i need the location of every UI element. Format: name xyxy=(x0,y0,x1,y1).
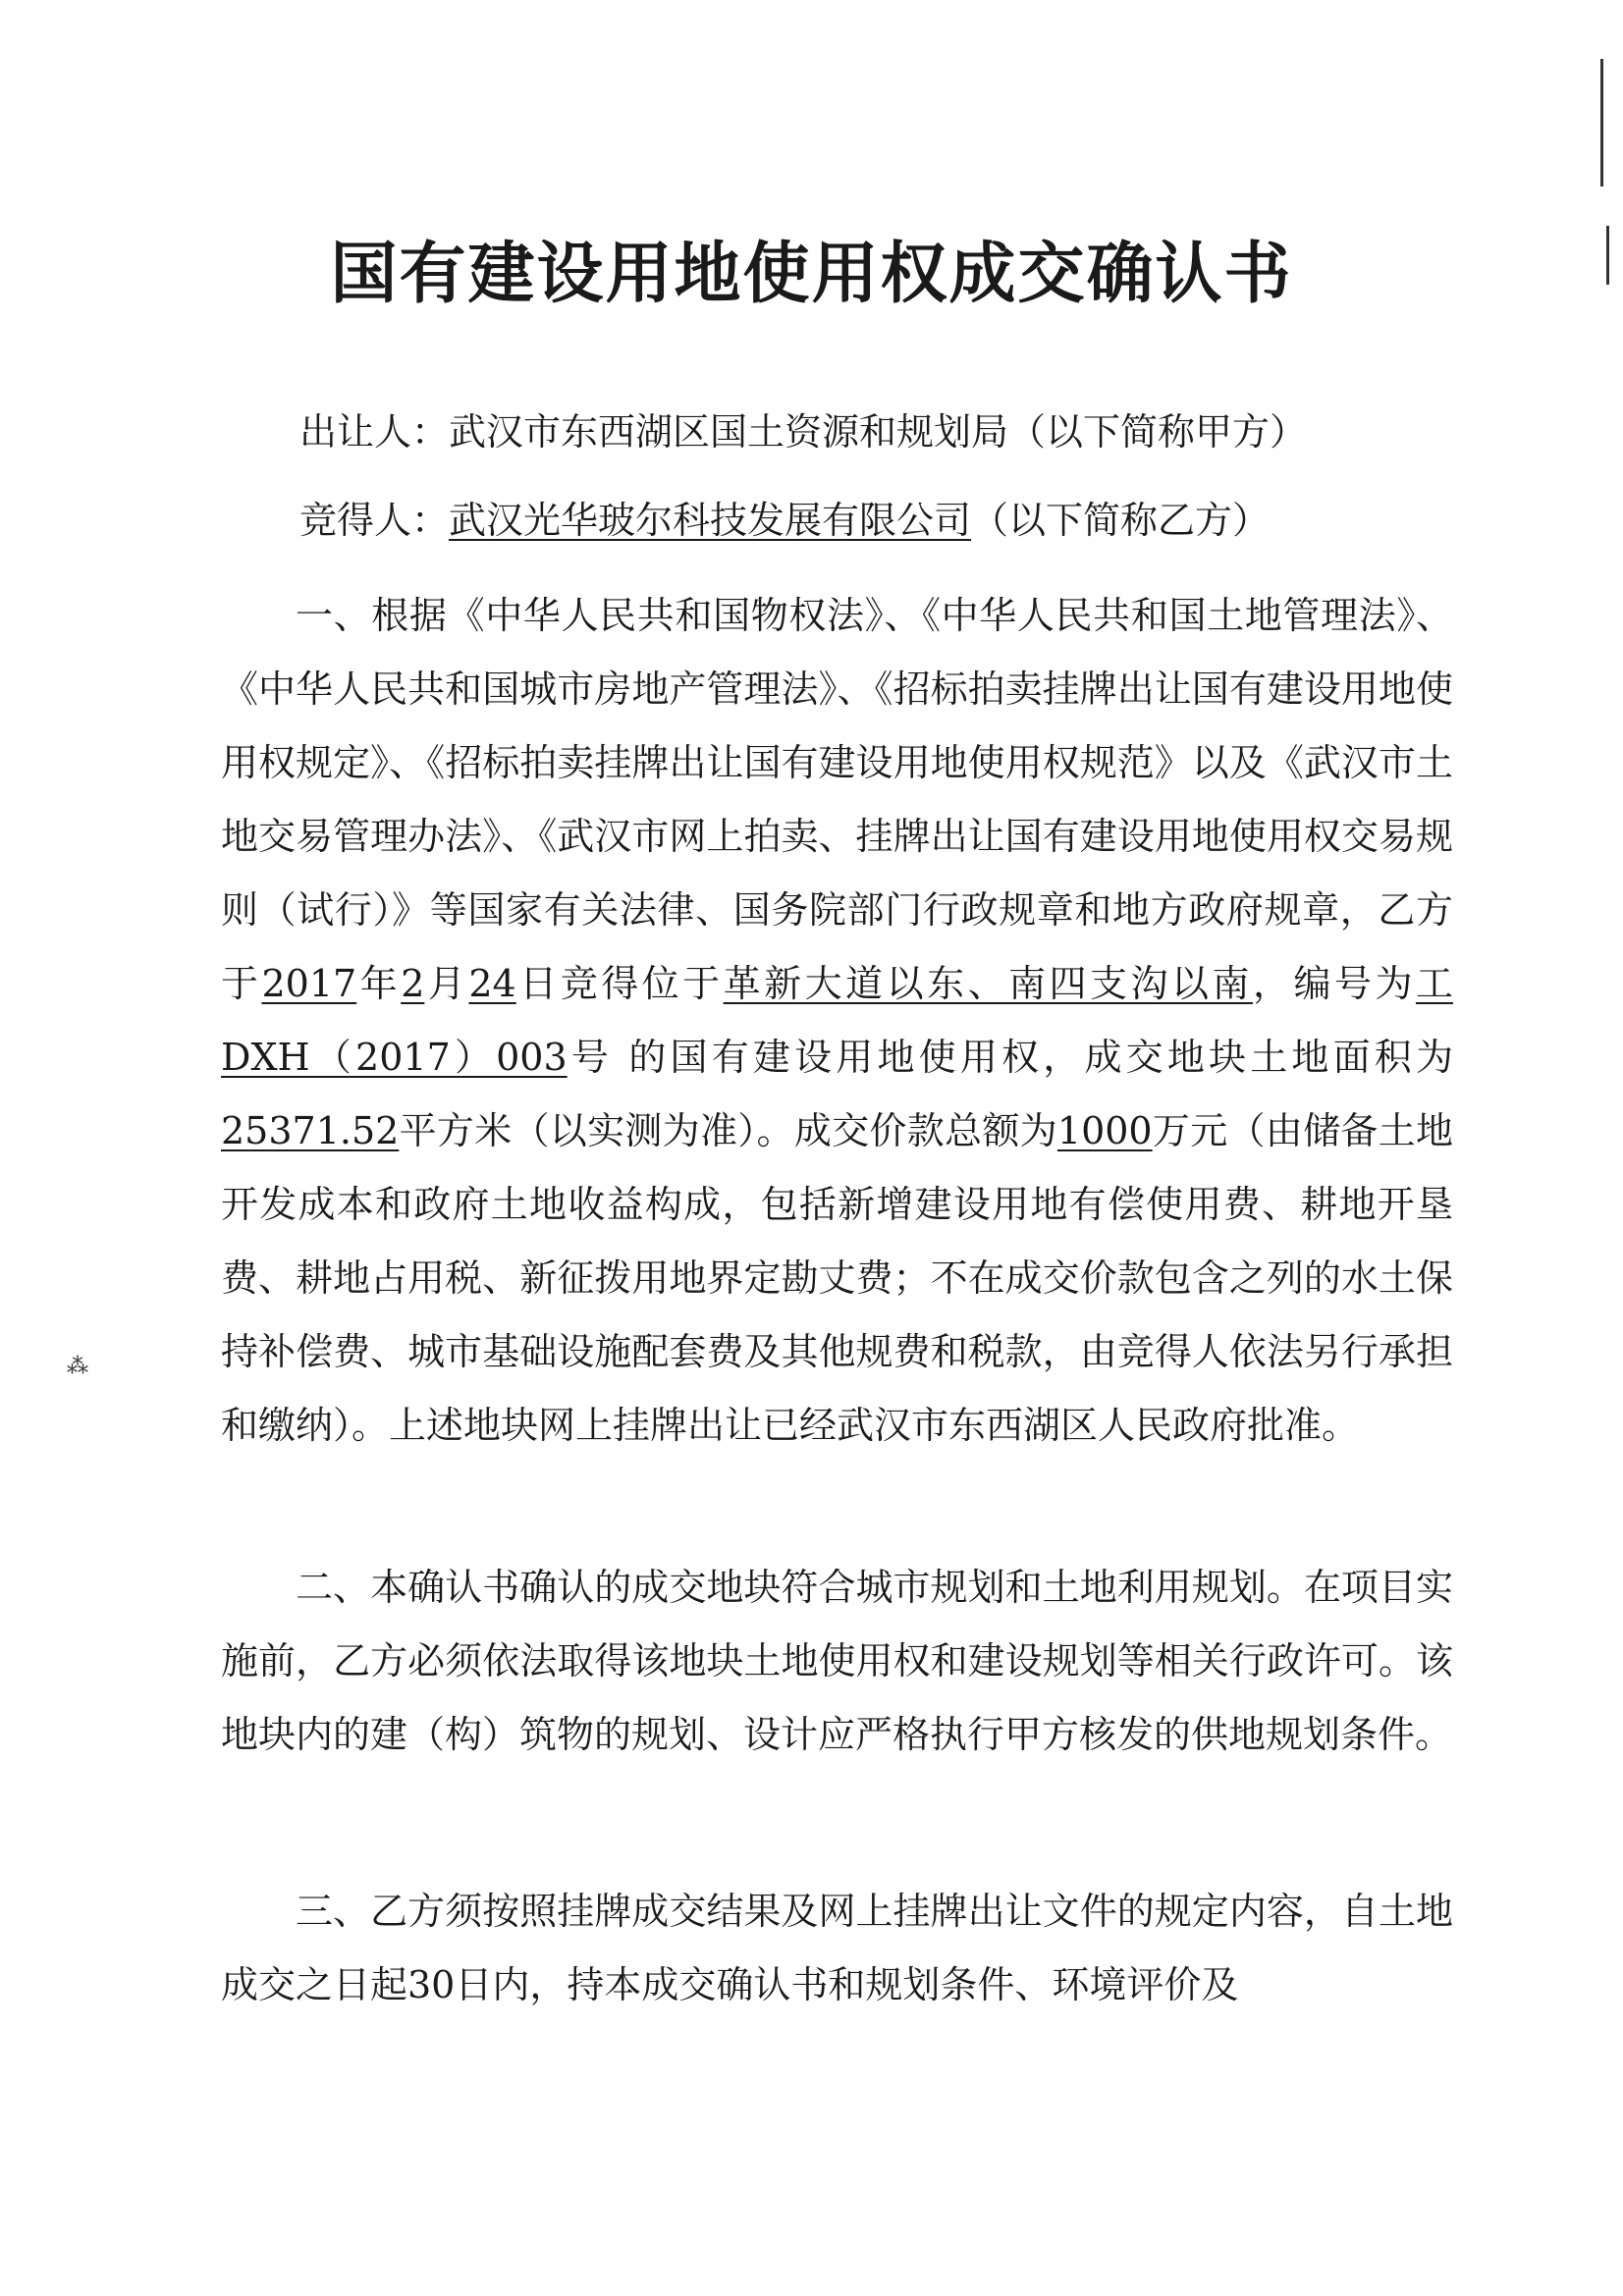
para1-text-3: 月 xyxy=(424,962,469,1005)
bidder-line xyxy=(299,496,1270,545)
para1-text-5: ，编号为 xyxy=(1252,962,1416,1005)
deal-year: 2017 xyxy=(261,962,357,1005)
transferor-label: 出让人： xyxy=(299,410,450,454)
para1-text-1: 一、根据《中华人民共和国物权法》、《中华人民共和国土地管理法》、《中华人民共和国城市房地产管理法》、《招标拍卖挂牌出让国有建设用地使用权规定》、《招标拍卖挂牌出让国有建设用地使用权规范》以及《武汉市土地交易管理办法》、《武汉市网上拍卖、挂牌出让国有建设用地使用权交易规则（试行）》等国家有关法律、国务院部门行政规章和地方政府规章，乙方于 xyxy=(221,594,1453,1005)
para1-text-8: 万元（由储备土地开发成本和政府土地收益构成，包括新增建设用地有偿使用费、耕地开垦费、耕地占用税、新征拨用地界定勘丈费；不在成交价款包含之列的水土保持补偿费、城市基础设施配套费及其他规费和税款，由竞得人依法另行承担和缴纳）。上述地块网上挂牌出让已经武汉市东西湖区人民政府批准。 xyxy=(221,1109,1453,1447)
parcel-area: 25371.52 xyxy=(221,1109,400,1152)
document-title: 国有建设用地使用权成交确认书 xyxy=(330,236,1293,313)
bidder-suffix: （以下简称乙方） xyxy=(971,499,1271,542)
para1-text-2: 年 xyxy=(356,962,402,1005)
bidder-name: 武汉光华玻尔科技发展有限公司 xyxy=(449,499,972,542)
paragraph-1 xyxy=(221,579,1453,1463)
deal-month: 2 xyxy=(401,962,425,1005)
scan-speck: ⁂ xyxy=(67,1355,88,1379)
scan-edge-mark xyxy=(1606,226,1609,285)
para1-text-4: 日竞得位于 xyxy=(515,962,724,1005)
parcel-location: 革新大道以东、南四支沟以南 xyxy=(723,962,1253,1005)
paragraph-3: 三、乙方须按照挂牌成交结果及网上挂牌出让文件的规定内容，自土地成交之日起30日内，持本成交确认书和规划条件、环境评价及 xyxy=(221,1890,1453,2006)
scan-edge-mark xyxy=(1600,59,1603,187)
para1-text-7: 平方米（以实测为准）。成交价款总额为 xyxy=(399,1109,1057,1152)
transferor-line xyxy=(299,407,1307,456)
transferor-name: 武汉市东西湖区国土资源和规划局 xyxy=(449,410,1009,454)
transferor-suffix: （以下简称甲方） xyxy=(1008,410,1308,454)
para1-text-6: 号 的国有建设用地使用权，成交地块土地面积为 xyxy=(567,1036,1453,1079)
bidder-label: 竞得人： xyxy=(299,499,450,542)
parcel-number: 工 DXH（2017）003 xyxy=(221,962,1453,1079)
paragraph-2: 二、本确认书确认的成交地块符合城市规划和土地利用规划。在项目实施前，乙方必须依法取得该地块土地使用权和建设规划等相关行政许可。该地块内的建（构）筑物的规划、设计应严格执行甲方核发的供地规划条件。 xyxy=(221,1566,1453,1756)
deal-price: 1000 xyxy=(1056,1109,1153,1152)
deal-day: 24 xyxy=(468,962,516,1005)
